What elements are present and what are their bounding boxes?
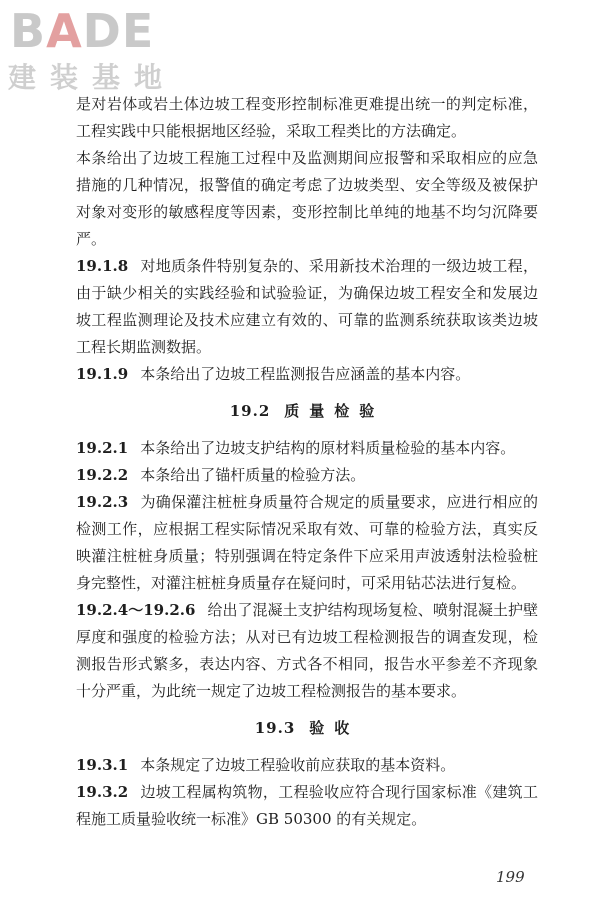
clause-number: 19.1.9 — [76, 365, 129, 383]
section-title: 质量检验 — [284, 402, 385, 420]
paragraph-text: 给出了混凝土支护结构现场复检、喷射混凝土护壁厚度和强度的检验方法；从对已有边坡工程检测报告的调查发现，检测报告形式繁多，表达内容、方式各不相同，报告水平参差不齐现象十分严重，为此统一规定了边坡工程检测报告的基本要求。 — [76, 601, 538, 700]
clause-number: 19.3.2 — [76, 783, 129, 801]
watermark-letter: B — [10, 4, 47, 58]
paragraph — [76, 597, 538, 705]
paragraph-text: 本条给出了边坡工程施工过程中及监测期间应报警和采取相应的应急措施的几种情况，报警值的确定考虑了边坡类型、安全等级及被保护对象对变形的敏感程度等因素，变形控制比单纯的地基不均匀沉降要严。 — [76, 149, 538, 248]
paragraph — [76, 91, 538, 145]
section-number: 19.3 — [254, 719, 296, 737]
paragraph — [76, 779, 538, 833]
paragraph-text: 为确保灌注桩桩身质量符合规定的质量要求，应进行相应的检测工作，应根据工程实际情况采取有效、可靠的检验方法，真实反映灌注桩桩身质量；特别强调在特定条件下应采用声波透射法检验桩身完整性，对灌注桩桩身质量存在疑问时，可采用钻芯法进行复检。 — [76, 493, 538, 592]
paragraph — [76, 145, 538, 253]
paragraph — [76, 435, 538, 462]
paragraph — [76, 489, 538, 597]
paragraph — [76, 253, 538, 361]
paragraph-text: 对地质条件特别复杂的、采用新技术治理的一级边坡工程，由于缺少相关的实践经验和试验验证，为确保边坡工程安全和发展边坡工程监测理论及技术应建立有效的、可靠的监测系统获取该类边坡工程长期监测数据。 — [76, 257, 538, 356]
watermark-letter: A — [46, 4, 83, 58]
paragraph — [76, 462, 538, 489]
paragraph-text: 本条给出了锚杆质量的检验方法。 — [140, 466, 366, 484]
paragraph-text: 边坡工程属构筑物，工程验收应符合现行国家标准《建筑工程施工质量验收统一标准》GB 50300 的有关规定。 — [76, 783, 538, 828]
watermark-letter: D — [82, 4, 122, 58]
section-heading — [76, 398, 538, 425]
clause-number: 19.2.1 — [76, 439, 129, 457]
clause-number: 19.2.3 — [76, 493, 129, 511]
clause-number: 19.2.2 — [76, 466, 129, 484]
watermark-logo-text — [10, 4, 154, 58]
section-number: 19.2 — [229, 402, 271, 420]
section-title: 验收 — [309, 719, 360, 737]
watermark-letter: E — [121, 4, 155, 58]
clause-number: 19.1.8 — [76, 257, 129, 275]
watermark-logo — [6, 4, 181, 96]
section-heading — [76, 715, 538, 742]
page-number: 199 — [496, 868, 525, 886]
paragraph — [76, 361, 538, 388]
clause-number: 19.2.4～19.2.6 — [76, 601, 196, 619]
paragraph-text: 本条给出了边坡支护结构的原材料质量检验的基本内容。 — [140, 439, 516, 457]
paragraph — [76, 752, 538, 779]
watermark-sub-text: 建装基地 — [8, 61, 177, 94]
paragraph-text: 本条给出了边坡工程监测报告应涵盖的基本内容。 — [140, 365, 471, 383]
paragraph-text: 本条规定了边坡工程验收前应获取的基本资料。 — [140, 756, 456, 774]
paragraph-text: 是对岩体或岩土体边坡工程变形控制标准更难提出统一的判定标准，工程实践中只能根据地区经验，采取工程类比的方法确定。 — [76, 95, 538, 140]
clause-number: 19.3.1 — [76, 756, 129, 774]
page-content — [76, 91, 538, 833]
